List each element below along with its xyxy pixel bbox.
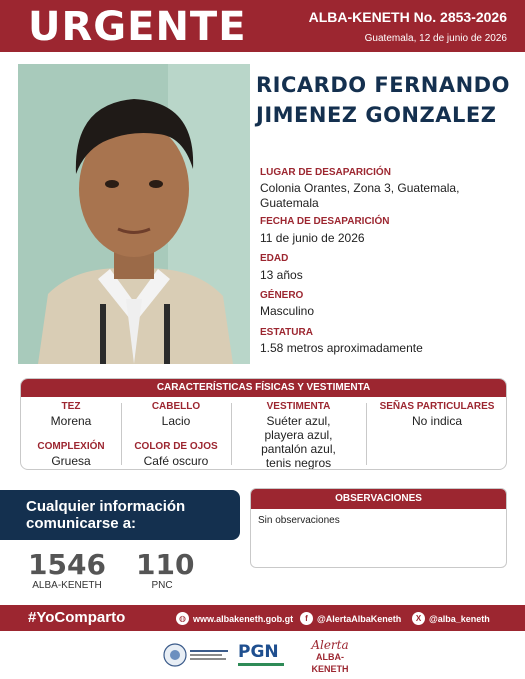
ojos-value: Café oscuro xyxy=(143,454,209,468)
alerta-logo-line2: ALBA-KENETH xyxy=(311,652,349,674)
vestimenta-label: VESTIMENTA xyxy=(266,401,331,412)
vestimenta-line1: Suéter azul, xyxy=(266,414,331,428)
alert-date: Guatemala, 12 de junio de 2026 xyxy=(364,33,507,44)
estatura-value: 1.58 metros aproximadamente xyxy=(260,341,423,355)
person-name-line2: JIMENEZ GONZALEZ xyxy=(256,103,497,127)
guatemala-seal-logo xyxy=(162,642,230,668)
x-text: @alba_keneth xyxy=(429,613,490,624)
person-name-line1: RICARDO FERNANDO xyxy=(256,73,510,97)
senas-label: SEÑAS PARTICULARES xyxy=(379,401,495,412)
contact-line1: Cualquier información xyxy=(26,498,186,515)
observations-box xyxy=(250,488,507,568)
phone-pnc-label: PNC xyxy=(151,580,173,591)
lugar-label: LUGAR DE DESAPARICIÓN xyxy=(260,167,391,178)
genero-value: Masculino xyxy=(260,304,315,318)
characteristics-box xyxy=(20,378,507,470)
person-name xyxy=(256,70,516,130)
observations-text: Sin observaciones xyxy=(258,515,340,526)
tez-label: TEZ xyxy=(61,401,81,412)
edad-value: 13 años xyxy=(260,268,303,282)
hashtag: #YoComparto xyxy=(28,609,126,626)
website-link[interactable] xyxy=(176,612,293,625)
facebook-link[interactable] xyxy=(300,612,401,625)
pgn-underline xyxy=(238,663,284,666)
urgent-title: URGENTE xyxy=(28,4,247,50)
cabello-label: CABELLO xyxy=(151,401,201,412)
contact-box xyxy=(0,490,240,540)
website-text: www.albakeneth.gob.gt xyxy=(193,613,294,624)
fecha-label: FECHA DE DESAPARICIÓN xyxy=(260,216,390,227)
cabello-value: Lacio xyxy=(161,414,191,428)
vestimenta-line2: playera azul, xyxy=(264,428,333,442)
estatura-label: ESTATURA xyxy=(260,327,313,338)
missing-person-photo xyxy=(18,64,250,364)
x-icon: X xyxy=(412,612,425,625)
column-divider xyxy=(366,403,367,465)
edad-label: EDAD xyxy=(260,253,289,264)
alert-number: ALBA-KENETH No. 2853-2026 xyxy=(308,9,507,25)
pgn-logo xyxy=(238,642,288,668)
contact-line2: comunicarse a: xyxy=(26,515,137,532)
phone-alba-keneth-label: ALBA-KENETH xyxy=(32,580,102,591)
ojos-label: COLOR DE OJOS xyxy=(134,441,218,452)
vestimenta-line3: pantalón azul, xyxy=(261,442,336,456)
globe-icon: ◍ xyxy=(176,612,189,625)
tez-value: Morena xyxy=(50,414,92,428)
complexion-label: COMPLEXIÓN xyxy=(37,441,105,452)
observations-header: OBSERVACIONES xyxy=(251,489,506,509)
alerta-logo xyxy=(300,638,360,674)
facebook-text: @AlertaAlbaKeneth xyxy=(317,613,402,624)
pgn-text: PGN xyxy=(238,642,279,662)
footer-bar xyxy=(0,605,525,631)
fecha-value: 11 de junio de 2026 xyxy=(260,231,365,245)
genero-label: GÉNERO xyxy=(260,290,304,301)
characteristics-header: CARACTERÍSTICAS FÍSICAS Y VESTIMENTA xyxy=(21,379,506,397)
vestimenta-line4: tenis negros xyxy=(265,456,332,470)
logos-row xyxy=(0,636,525,679)
lugar-value xyxy=(260,181,510,211)
header-bar xyxy=(0,0,525,52)
alerta-logo-line1: Alerta xyxy=(311,638,349,652)
lugar-value-line1: Colonia Orantes, Zona 3, Guatemala, xyxy=(260,181,460,195)
senas-value: No indica xyxy=(411,414,463,428)
facebook-icon: f xyxy=(300,612,313,625)
complexion-value: Gruesa xyxy=(51,454,91,468)
vestimenta-value xyxy=(231,414,366,470)
phone-pnc[interactable]: 110 xyxy=(136,548,195,581)
x-link[interactable] xyxy=(412,612,490,625)
lugar-value-line2: Guatemala xyxy=(260,196,319,210)
phone-alba-keneth[interactable]: 1546 xyxy=(28,548,106,581)
